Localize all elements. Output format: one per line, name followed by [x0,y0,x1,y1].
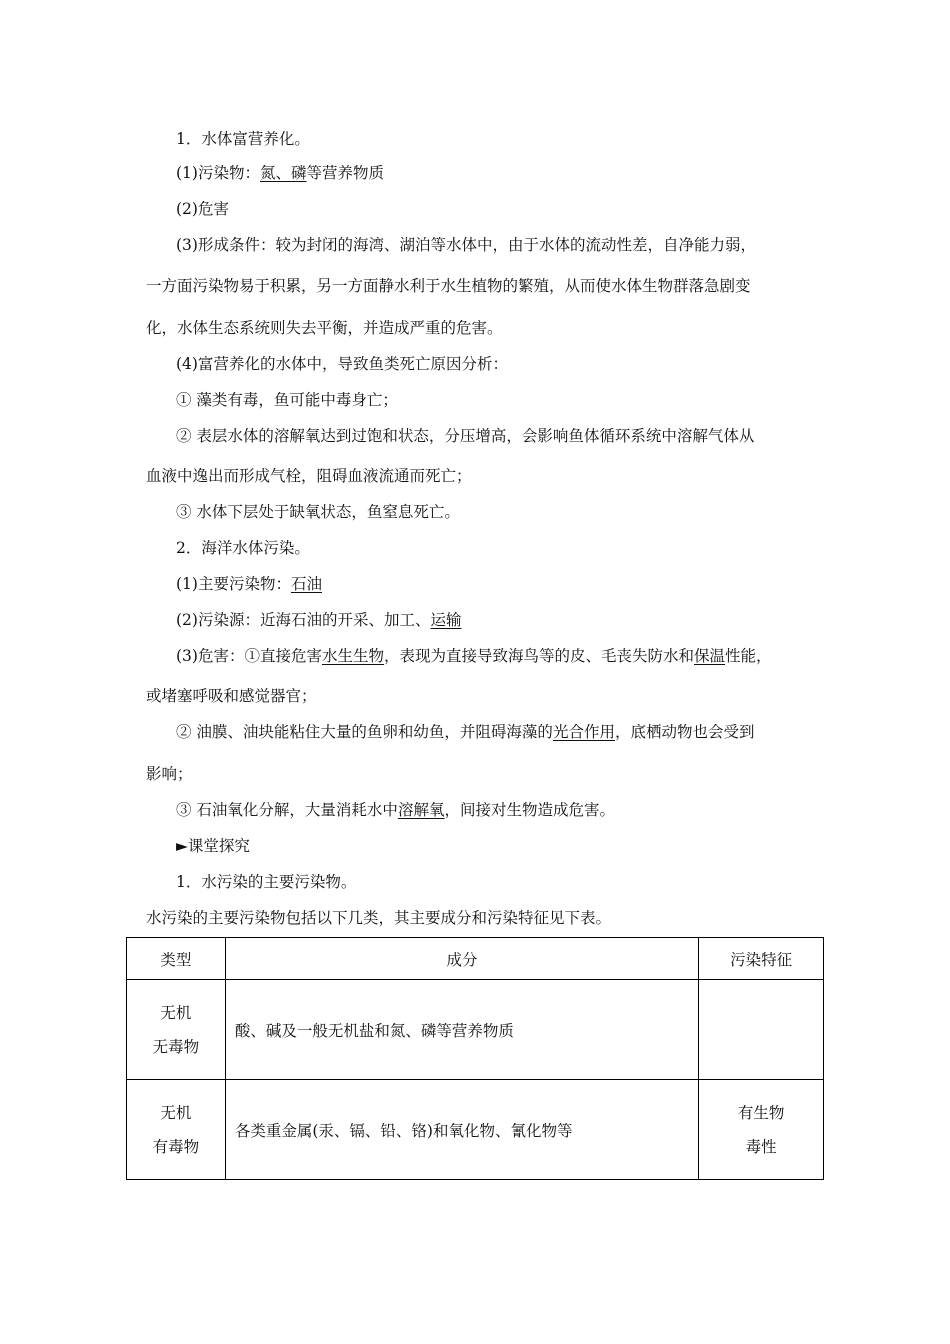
header-composition: 成分 [225,938,698,980]
condition-line-1: (3)形成条件：较为封闭的海湾、湖泊等水体中，由于水体的流动性差，自净能力弱， [176,236,756,254]
oxidation-answer: 溶解氧 [397,801,445,819]
source-prefix: (2)污染源：近海石油的开采、加工、 [176,611,431,629]
source-answer: 运输 [430,611,462,629]
heading-marine-pollution: 2．海洋水体污染。 [176,539,310,557]
harm-c: 性能， [725,647,772,665]
type-cell [127,980,226,1080]
oil-film-line-1 [176,722,754,742]
type-line-2: 有毒物 [152,1137,200,1156]
pollutant-table [126,937,824,1180]
harm-b: ，表现为直接导致海鸟等的皮、毛丧失防水和 [383,647,694,665]
header-type: 类型 [127,938,226,980]
harm-answer-1: 水生生物 [321,647,384,665]
oxidation-b: ，间接对生物造成危害。 [444,801,615,819]
oil-a: ② 油膜、油块能粘住大量的鱼卵和幼鱼，并阻碍海藻的 [176,723,553,741]
heading-water-pollutants: 1．水污染的主要污染物。 [176,873,357,891]
reason-1: ① 藻类有毒，鱼可能中毒身亡； [176,391,398,409]
heading-eutrophication: 1．水体富营养化。 [176,130,310,148]
fish-death-heading: (4)富营养化的水体中，导致鱼类死亡原因分析： [176,355,508,373]
reason-3: ③ 水体下层处于缺氧状态，鱼窒息死亡。 [176,503,460,521]
condition-line-2: 一方面污染物易于积累，另一方面静水利于水生植物的繁殖，从而使水体生物群落急剧变 [146,277,751,295]
table-header-row [127,938,824,980]
harm-label: (2)危害 [176,200,229,218]
pollution-source-line [176,610,461,630]
oil-film-line-2: 影响； [146,765,193,783]
composition-cell: 酸、碱及一般无机盐和氮、磷等营养物质 [225,980,698,1080]
pollutant-line [176,163,384,183]
type-line-2: 无毒物 [152,1037,200,1056]
oil-b: ，底栖动物也会受到 [614,723,755,741]
pollutant-suffix: 等营养物质 [306,164,384,182]
oxidation-line [176,800,615,820]
pollutant-prefix: (1)污染物： [176,164,260,182]
main-pollutant-answer: 石油 [290,575,322,593]
type-line-1: 无机 [160,1103,192,1122]
feature-line-2: 毒性 [745,1137,777,1156]
type-line-1: 无机 [160,1003,192,1022]
feature-cell [699,980,824,1080]
pollutant-answer: 氮、磷 [259,164,307,182]
table-intro: 水污染的主要污染物包括以下几类，其主要成分和污染特征见下表。 [146,909,612,927]
harm-a: (3)危害：①直接危害 [176,647,322,665]
main-pollutant-prefix: (1)主要污染物： [176,575,291,593]
harm-line-1 [176,646,772,666]
feature-line-1: 有生物 [737,1103,785,1122]
oil-answer: 光合作用 [552,723,615,741]
table-row [127,1080,824,1180]
reason-2-line-1: ② 表层水体的溶解氧达到过饱和状态，分压增高，会影响鱼体循环系统中溶解气体从 [176,427,755,445]
header-feature: 污染特征 [699,938,824,980]
class-explore-label: ►课堂探究 [176,837,250,855]
reason-2-line-2: 血液中逸出而形成气栓，阻碍血液流通而死亡； [146,467,472,485]
harm-answer-2: 保温 [694,647,726,665]
type-cell [127,1080,226,1180]
composition-cell: 各类重金属(汞、镉、铅、铬)和氧化物、氰化物等 [225,1080,698,1180]
table-row [127,980,824,1080]
main-pollutant-line [176,574,322,594]
condition-line-3: 化，水体生态系统则失去平衡，并造成严重的危害。 [146,319,503,337]
feature-cell [699,1080,824,1180]
oxidation-a: ③ 石油氧化分解，大量消耗水中 [176,801,398,819]
harm-line-2: 或堵塞呼吸和感觉器官； [146,687,317,705]
